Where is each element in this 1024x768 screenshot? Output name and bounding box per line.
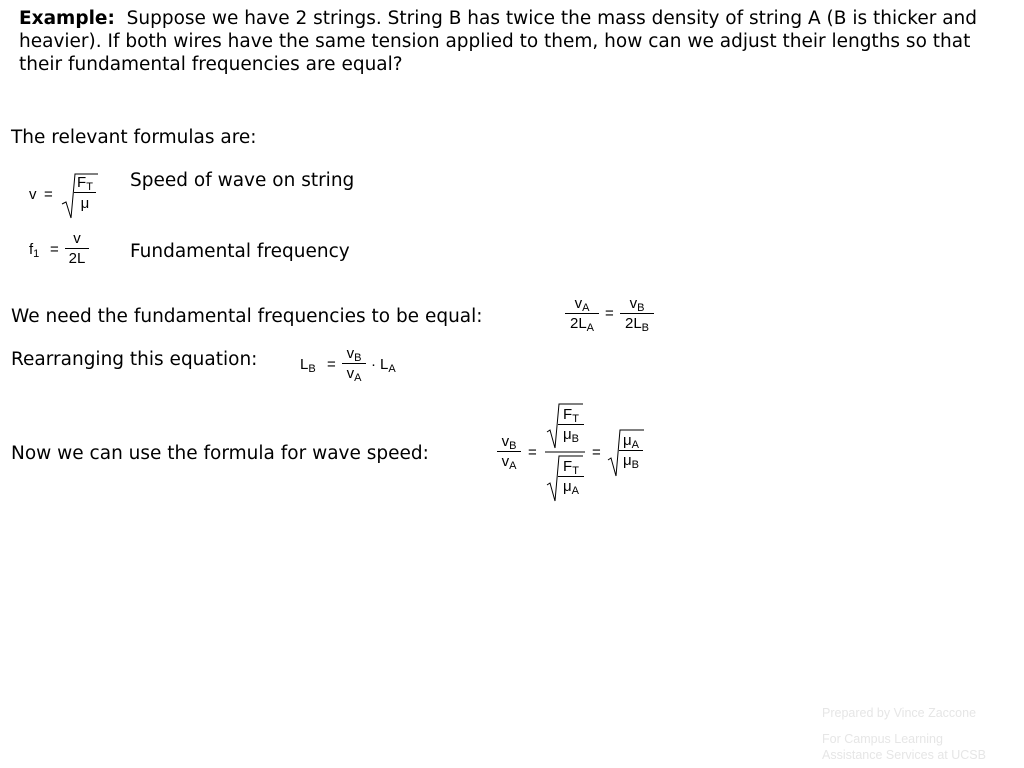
eq-right-fraction: $v_B$ $2L_B$ [620,295,654,332]
ws-equals-2: = [592,444,601,461]
credit-line-2: For Campus Learning [822,732,943,746]
freq-equals: = [50,241,59,258]
speed-num: F [77,174,87,191]
ws-equals-1: = [528,444,537,461]
wave-speed-text: Now we can use the formula for wave speed: [11,443,429,464]
freq-lhs: $f_1$ [29,241,40,260]
credit-author: Prepared by Vince Zaccone [822,706,977,720]
eq-equals: = [605,305,614,322]
rearr-equals: = [327,356,336,373]
eq-left-fraction: $v_A$ $2L_A$ [565,295,599,332]
ws-top-fraction: $F_T$ $\mu_B$ [558,406,584,443]
ws-bottom-fraction: $F_T$ $\mu_A$ [558,458,584,495]
intro-paragraph [19,7,1009,76]
formulas-heading: The relevant formulas are: [11,127,257,148]
rearr-fraction: $v_B$ $v_A$ [342,345,366,382]
speed-fraction [74,174,96,212]
freq-den: 2L [68,250,86,267]
lb-term: $L_B$ [300,356,316,375]
speed-num-sub: T [86,181,93,193]
rearr-dot: · [371,356,376,373]
speed-lhs: v [29,186,37,203]
rearranging-text: Rearranging this equation: [11,349,258,370]
la-term: $L_A$ [380,356,396,375]
credit-line-3: Assistance Services at UCSB [822,748,986,762]
freq-fraction [65,230,89,267]
freq-num: v [73,230,81,247]
frequency-label: Fundamental frequency [130,241,350,262]
speed-equals: = [44,186,53,203]
ws-left-fraction: $v_B$ $v_A$ [497,433,521,470]
equal-frequencies-text: We need the fundamental frequencies to be equal: [11,306,483,327]
ws-right-fraction: $\mu_A$ $\mu_B$ [619,432,643,469]
example-label: Example: [19,8,115,29]
speed-den: μ [80,195,90,212]
speed-label: Speed of wave on string [130,170,355,191]
example-text: Suppose we have 2 strings. String B has twice the mass density of string A (B is thicker and heavier). If both wires have the same tension applied to them, how can we adjust their lengths so that their fundamental frequencies are equal? [19,8,978,75]
